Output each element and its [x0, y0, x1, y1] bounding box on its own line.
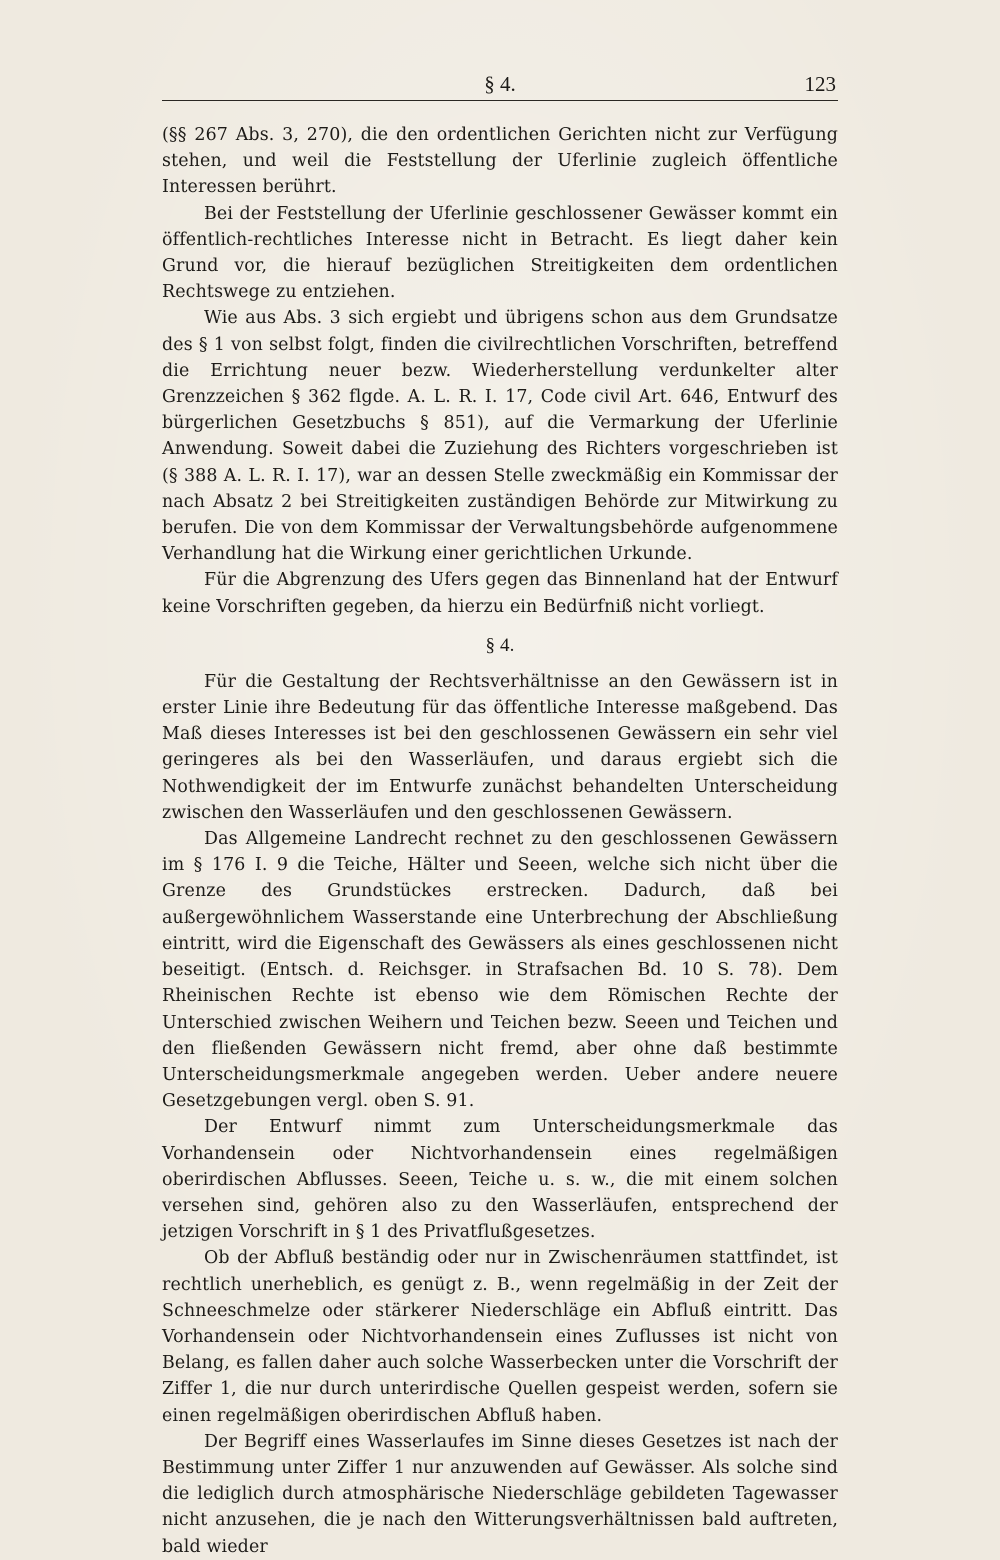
paragraph: Für die Gestaltung der Rechtsverhältnisse an den Gewässern ist in erster Linie ihre Bedeutung für das öffentliche Interesse maßgebend. Das Maß dieses Interesses ist bei den geschlossenen Gewässern ein sehr viel geringeres als bei den Wasserläufen, und daraus ergiebt sich die Nothwendigkeit der im Entwurfe zunächst behandelten Unterscheidung zwischen den Wasserläufen und den geschlossenen Gewässern. — [162, 671, 838, 823]
paragraph: Bei der Feststellung der Uferlinie geschlossener Gewässer kommt ein öffentlich-rechtliches Interesse nicht in Betracht. Es liegt daher kein Grund vor, die hierauf bezüglichen Streitigkeiten dem ordentlichen Rechtswege zu entziehen. — [162, 203, 838, 303]
paragraph: Wie aus Abs. 3 sich ergiebt und übrigens schon aus dem Grundsatze des § 1 von selbst folgt, finden die civilrechtlichen Vorschriften, betreffend die Errichtung neuer bezw. Wiederherstellung verdunkelter alter Grenzzeichen § 362 flgde. A. L. R. I. 17, Code civil Art. 646, Entwurf des bürgerlichen Gesetzbuchs § 851), auf die Vermarkung der Uferlinie Anwendung. Soweit dabei die Zuziehung des Richters vorgeschrieben ist (§ 388 A. L. R. I. 17), war an dessen Stelle zweckmäßig ein Kommissar der nach Absatz 2 bei Streitigkeiten zuständigen Behörde zur Mitwirkung zu berufen. Die von dem Kommissar der Verwaltungsbehörde aufgenommene Verhandlung hat die Wirkung einer gerichtlichen Urkunde. — [162, 308, 838, 565]
paragraph: Der Begriff eines Wasserlaufes im Sinne dieses Gesetzes ist nach der Bestimmung unter Ziffer 1 nur anzuwenden auf Gewässer. Als solche sind die lediglich durch atmosphärische Niederschläge gebildeten Tagewasser nicht anzusehen, die je nach den Witterungsverhältnissen bald auftreten, bald wieder — [162, 1431, 838, 1557]
header-section-label: § 4. — [484, 72, 516, 96]
paragraph: Das Allgemeine Landrecht rechnet zu den geschlossenen Gewässern im § 176 I. 9 die Teiche, Hälter und Seeen, welche sich nicht über die Grenze des Grundstückes erstrecken. Dadurch, daß bei außergewöhnlichem Wasserstande eine Unterbrechung der Abschließung eintritt, wird die Eigenschaft des Gewässers als eines geschlossenen nicht beseitigt. (Entsch. d. Reichsger. in Strafsachen Bd. 10 S. 78). Dem Rheinischen Rechte ist ebenso wie dem Römischen Rechte der Unterschied zwischen Weihern und Teichen bezw. Seeen und Teichen und den fließenden Gewässern nicht fremd, aber ohne daß bestimmte Unterscheidungsmerkmale angegeben werden. Ueber andere neuere Gesetzgebungen vergl. oben S. 91. — [162, 829, 838, 1112]
paragraph-continuation: (§§ 267 Abs. 3, 270), die den ordentlichen Gerichten nicht zur Verfügung stehen, und weil die Feststellung der Uferlinie zugleich öffentliche Interessen berührt. — [162, 125, 838, 198]
paragraph: Für die Abgrenzung des Ufers gegen das Binnenland hat der Entwurf keine Vorschriften gegeben, da hierzu ein Bedürfniß nicht vorliegt. — [162, 570, 838, 617]
page-body — [162, 122, 838, 1560]
paragraph: Ob der Abfluß beständig oder nur in Zwischenräumen stattfindet, ist rechtlich unerheblich, es genügt z. B., wenn regelmäßig in der Zeit der Schneeschmelze oder stärkerer Niederschläge ein Abfluß eintritt. Das Vorhandensein oder Nichtvorhandensein eines Zuflusses ist nicht von Belang, es fallen daher auch solche Wasserbecken unter die Vorschrift der Ziffer 1, die nur durch unterirdische Quellen gespeist werden, sofern sie einen regelmäßigen oberirdischen Abfluß haben. — [162, 1248, 838, 1426]
running-header — [162, 70, 838, 101]
page-number: 123 — [804, 72, 836, 96]
section-heading: § 4. — [485, 634, 515, 656]
paragraph: Der Entwurf nimmt zum Unterscheidungsmerkmale das Vorhandensein oder Nichtvorhandensein eines regelmäßigen oberirdischen Abflusses. Seeen, Teiche u. s. w., die mit einem solchen versehen sind, gehören also zu den Wasserläufen, entsprechend der jetzigen Vorschrift in § 1 des Privatflußgesetzes. — [162, 1117, 838, 1243]
